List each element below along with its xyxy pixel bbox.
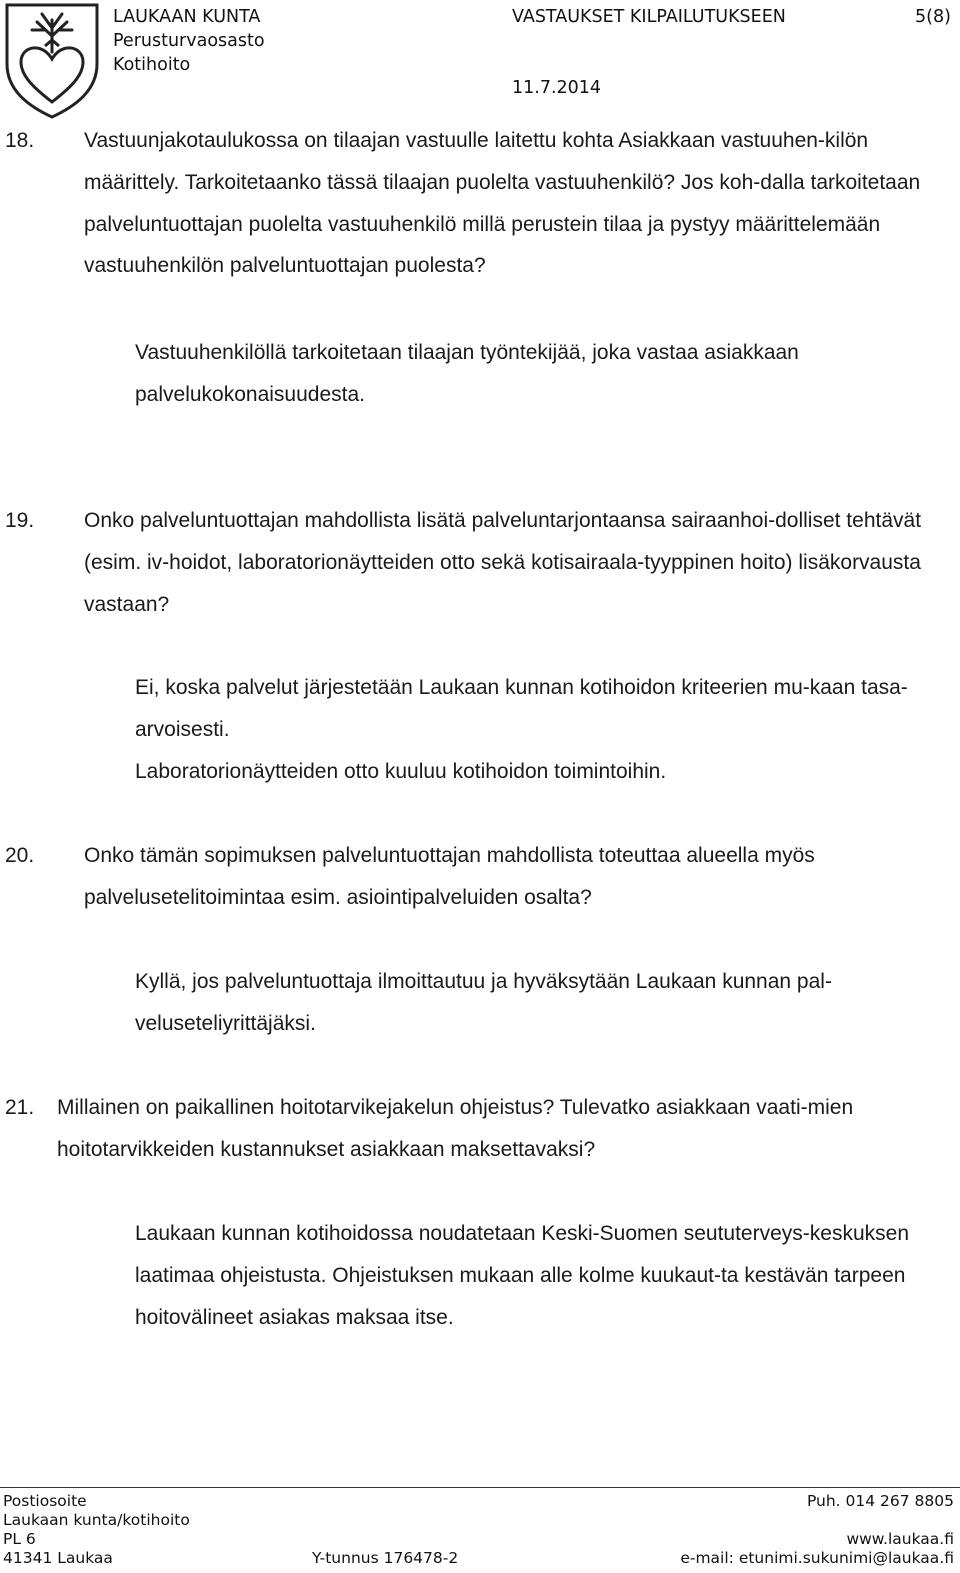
question-text: Onko tämän sopimuksen palveluntuottajan mahdollista toteuttaa alueella myös palvelusetelitoimintaa esim. asiointipalveluiden osalta? bbox=[84, 844, 815, 909]
question-text: Onko palveluntuottajan mahdollista lisätä palveluntarjontaansa sairaanhoi-dolliset tehtävät (esim. iv-hoidot, laboratorionäytteiden otto sekä kotisairaala-tyyppinen hoito) lisäkorvausta vastaan? bbox=[84, 509, 922, 616]
question-number: 18. bbox=[5, 129, 35, 152]
department-name: Perusturvaosasto bbox=[113, 31, 265, 51]
question-number: 21. bbox=[5, 1096, 35, 1119]
question-text: Millainen on paikallinen hoitotarvikejakelun ohjeistus? Tulevatko asiakkaan vaati-mien hoitotarvikkeiden kustannukset asiakkaan maksettavaksi? bbox=[57, 1096, 854, 1161]
footer-divider bbox=[0, 1487, 960, 1488]
footer-po-box: PL 6 bbox=[3, 1530, 36, 1548]
footer-business-id: Y-tunnus 176478-2 bbox=[312, 1549, 459, 1567]
laukaa-crest-logo bbox=[4, 2, 100, 120]
document-date: 11.7.2014 bbox=[512, 78, 602, 98]
answer-text: Ei, koska palvelut järjestetään Laukaan kunnan kotihoidon kriteerien mu-kaan tasa-arvoisesti. bbox=[135, 676, 908, 741]
footer-address-name: Laukaan kunta/kotihoito bbox=[3, 1511, 190, 1529]
answer-text-continued: Laboratorionäytteiden otto kuuluu kotihoidon toimintoihin. bbox=[135, 760, 667, 783]
footer-phone: Puh. 014 267 8805 bbox=[806, 1492, 954, 1510]
organization-name: LAUKAAN KUNTA bbox=[113, 7, 261, 27]
document-title: VASTAUKSET KILPAILUTUKSEEN bbox=[512, 7, 786, 27]
answer-text: Laukaan kunnan kotihoidossa noudatetaan Keski-Suomen seututerveys-keskuksen laatimaa ohjeistusta. Ohjeistuksen mukaan alle kolme kuukaut-ta kestävän tarpeen hoitovälineet asiakas maksaa itse. bbox=[135, 1222, 909, 1329]
question-text: Vastuunjakotaulukossa on tilaajan vastuulle laitettu kohta Asiakkaan vastuuhen-kilön määrittely. Tarkoitetaanko tässä tilaajan puolelta vastuuhenkilö? Jos koh-dalla tarkoitetaan palveluntuottajan puolelta vastuuhenkilö millä perustein tilaa ja pystyy määrittelemään vastuuhenkilön palveluntuottajan puolesta? bbox=[84, 129, 921, 278]
answer-text: Vastuuhenkilöllä tarkoitetaan tilaajan työntekijää, joka vastaa asiakkaan palvelukokonaisuudesta. bbox=[135, 341, 799, 406]
footer-postcode-city: 41341 Laukaa bbox=[3, 1549, 113, 1567]
question-number: 19. bbox=[5, 509, 35, 532]
answer-text: Kyllä, jos palveluntuottaja ilmoittautuu ja hyväksytään Laukaan kunnan pal-veluseteliyrittäjäksi. bbox=[135, 970, 832, 1035]
question-number: 20. bbox=[5, 844, 35, 867]
footer-email-link[interactable]: e-mail: etunimi.sukunimi@laukaa.fi bbox=[680, 1549, 954, 1567]
page-number: 5(8) bbox=[915, 7, 951, 27]
footer-website-link[interactable]: www.laukaa.fi bbox=[846, 1530, 954, 1548]
footer-postal-label: Postiosoite bbox=[3, 1492, 87, 1510]
unit-name: Kotihoito bbox=[113, 55, 191, 75]
